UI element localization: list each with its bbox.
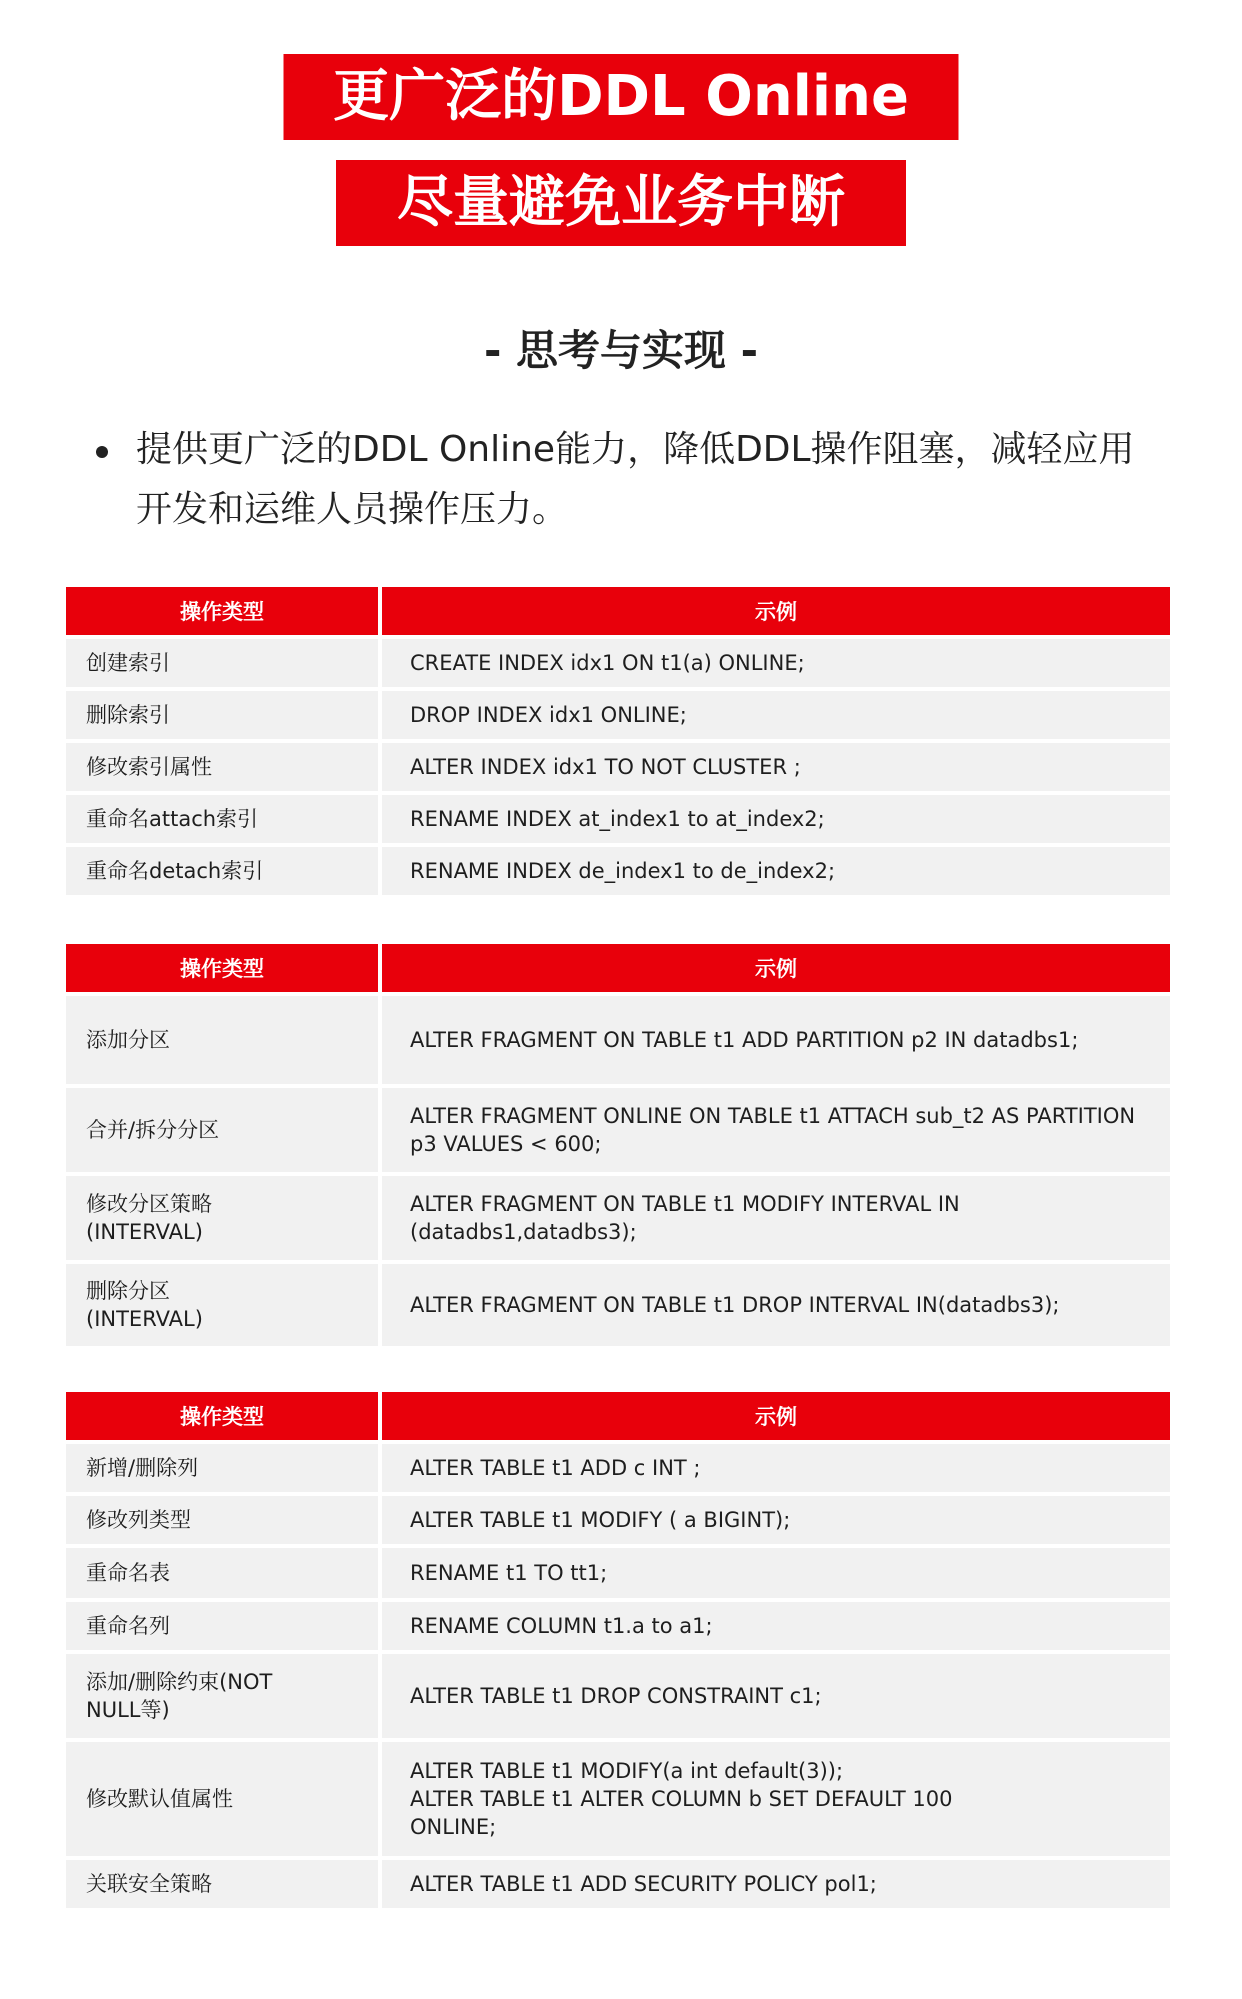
table-row (66, 795, 1170, 843)
index-ops-table (62, 583, 1174, 899)
example-cell: ALTER FRAGMENT ONLINE ON TABLE t1 ATTACH sub_t2 AS PARTITION p3 VALUES < 600; (382, 1088, 1170, 1172)
example-cell: ALTER TABLE t1 ADD c INT ; (382, 1444, 1170, 1492)
header-example: 示例 (382, 944, 1170, 992)
example-cell: ALTER FRAGMENT ON TABLE t1 ADD PARTITION p2 IN datadbs1; (382, 996, 1170, 1084)
example-cell: RENAME COLUMN t1.a to a1; (382, 1602, 1170, 1650)
table-header-row (66, 1392, 1170, 1440)
op-type-cell: 修改默认值属性 (66, 1742, 378, 1856)
bullet-point (96, 420, 1156, 540)
table-row (66, 1444, 1170, 1492)
header-example: 示例 (382, 1392, 1170, 1440)
example-cell: RENAME t1 TO tt1; (382, 1548, 1170, 1598)
table-row (66, 1742, 1170, 1856)
op-type-cell: 重命名表 (66, 1548, 378, 1598)
table-row (66, 1088, 1170, 1172)
bullet-text: 提供更广泛的DDL Online能力，降低DDL操作阻塞，减轻应用开发和运维人员操作压力。 (136, 429, 1135, 530)
example-cell: RENAME INDEX de_index1 to de_index2; (382, 847, 1170, 895)
header-op-type: 操作类型 (66, 944, 378, 992)
op-type-cell: 修改索引属性 (66, 743, 378, 791)
op-type-cell: 修改列类型 (66, 1496, 378, 1544)
op-type-cell: 合并/拆分分区 (66, 1088, 378, 1172)
op-type-cell: 删除分区 (INTERVAL) (66, 1264, 378, 1346)
example-cell: ALTER INDEX idx1 TO NOT CLUSTER ; (382, 743, 1170, 791)
table-header-row (66, 587, 1170, 635)
op-type-cell: 重命名attach索引 (66, 795, 378, 843)
example-cell: RENAME INDEX at_index1 to at_index2; (382, 795, 1170, 843)
example-cell: ALTER TABLE t1 DROP CONSTRAINT c1; (382, 1654, 1170, 1738)
table-row (66, 1496, 1170, 1544)
op-type-cell: 关联安全策略 (66, 1860, 378, 1908)
table-ops-table (62, 1388, 1174, 1912)
op-type-cell: 重命名detach索引 (66, 847, 378, 895)
op-type-cell: 重命名列 (66, 1602, 378, 1650)
op-type-cell: 添加/删除约束(NOT NULL等) (66, 1654, 378, 1738)
example-cell: CREATE INDEX idx1 ON t1(a) ONLINE; (382, 639, 1170, 687)
op-type-cell: 删除索引 (66, 691, 378, 739)
op-type-cell: 修改分区策略 (INTERVAL) (66, 1176, 378, 1260)
table-header-row (66, 944, 1170, 992)
table-row (66, 1654, 1170, 1738)
table-row (66, 996, 1170, 1084)
table-row (66, 691, 1170, 739)
example-cell: ALTER FRAGMENT ON TABLE t1 DROP INTERVAL IN(datadbs3); (382, 1264, 1170, 1346)
example-cell: ALTER TABLE t1 ADD SECURITY POLICY pol1; (382, 1860, 1170, 1908)
header-op-type: 操作类型 (66, 587, 378, 635)
header-op-type: 操作类型 (66, 1392, 378, 1440)
op-type-cell: 创建索引 (66, 639, 378, 687)
partition-ops-table (62, 940, 1174, 1350)
table-row (66, 1176, 1170, 1260)
op-type-cell: 添加分区 (66, 996, 378, 1084)
title-banner-2: 尽量避免业务中断 (336, 160, 906, 246)
table-row (66, 847, 1170, 895)
table-row (66, 1264, 1170, 1346)
table-row (66, 1602, 1170, 1650)
example-cell: ALTER TABLE t1 MODIFY ( a BIGINT); (382, 1496, 1170, 1544)
example-cell: ALTER FRAGMENT ON TABLE t1 MODIFY INTERVAL IN (datadbs1,datadbs3); (382, 1176, 1170, 1260)
example-cell: DROP INDEX idx1 ONLINE; (382, 691, 1170, 739)
table-row (66, 639, 1170, 687)
table-row (66, 1860, 1170, 1908)
table-row (66, 743, 1170, 791)
title-banner-1: 更广泛的DDL Online (284, 54, 959, 140)
op-type-cell: 新增/删除列 (66, 1444, 378, 1492)
example-cell: ALTER TABLE t1 MODIFY(a int default(3)); ALTER TABLE t1 ALTER COLUMN b SET DEFAULT 100 ONLINE; (382, 1742, 1170, 1856)
section-subtitle: - 思考与实现 - (483, 326, 759, 375)
table-row (66, 1548, 1170, 1598)
header-example: 示例 (382, 587, 1170, 635)
bullet-dot-icon (96, 446, 108, 458)
